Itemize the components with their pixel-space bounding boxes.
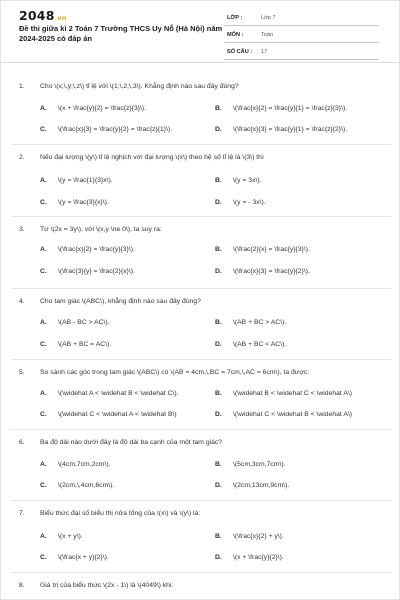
question-text: So sánh các góc trong tam giác \(ABC\) có \(AB = 4cm,\,BC = 7cm,\,AC = 6cm\), ta được: xyxy=(40,369,310,376)
question-text: Giá trị của biểu thức \(2x - 1\) là \(4049\) khi: xyxy=(40,582,174,589)
question-divider xyxy=(11,359,391,360)
question-number: 2. xyxy=(19,154,25,161)
logo-text: 2048 xyxy=(19,8,55,23)
option-text: \(\frac{2}{x} = \frac{y}{3}\). xyxy=(233,246,310,253)
option-letter: D. xyxy=(215,341,222,348)
option-letter: C. xyxy=(40,126,47,133)
option-letter: C. xyxy=(40,268,47,275)
option-text: \(AB + BC < AC\). xyxy=(233,341,287,348)
option-text: \(\widehat B < \widehat C < \widehat A\) xyxy=(233,390,353,397)
option-letter: B. xyxy=(215,105,222,112)
option-letter: D. xyxy=(215,268,222,275)
option-letter: D. xyxy=(215,126,222,133)
option-text: \(\frac{3}{y} = \frac{2}{x}\). xyxy=(58,268,135,275)
option-letter: A. xyxy=(40,533,47,540)
option-letter: C. xyxy=(40,199,47,206)
question-count-label: SỐ CÂU : xyxy=(227,49,253,55)
option-letter: D. xyxy=(215,554,222,561)
option-text: \(\frac{x}{2} = \frac{y}{1} = \frac{z}{3}\). xyxy=(233,105,348,112)
option-letter: A. xyxy=(40,246,47,253)
option-text: \(\frac{x + y}{2}\). xyxy=(58,554,109,561)
option-letter: C. xyxy=(40,554,47,561)
option-text: \(\frac{x}{3} = \frac{y}{1} = \frac{z}{2}\). xyxy=(233,126,348,133)
option-text: \(\widehat C < \widehat B < \widehat A\) xyxy=(233,411,353,418)
option-letter: C. xyxy=(40,341,47,348)
option-text: \(y = \frac{1}{3}x\). xyxy=(58,177,113,184)
question-text: Biểu thức đại số biểu thị nửa tổng của \(x\) và \(y\) là: xyxy=(40,510,201,517)
subject-label: MÔN : xyxy=(227,32,244,38)
option-text: \(y = \frac{3}{x}\). xyxy=(58,199,109,206)
option-letter: B. xyxy=(215,246,222,253)
option-letter: B. xyxy=(215,390,222,397)
question-list xyxy=(1,1,400,600)
option-letter: B. xyxy=(215,177,222,184)
option-letter: D. xyxy=(215,411,222,418)
exam-title: Đề thi giữa kì 2 Toán 7 Trường THCS Uy Nỗ (Hà Nội) năm 2024-2025 có đáp án xyxy=(19,24,223,43)
option-text: \(\frac{x}{3} = \frac{y}{2} = \frac{z}{1}\). xyxy=(58,126,173,133)
option-text: \(x + y\). xyxy=(58,533,83,540)
option-letter: C. xyxy=(40,482,47,489)
question-count-value: 17 xyxy=(261,49,268,55)
question-divider xyxy=(11,429,391,430)
option-letter: C. xyxy=(40,411,47,418)
option-text: \(y = 3x\). xyxy=(233,177,262,184)
question-number: 6. xyxy=(19,439,25,446)
question-text: Cho tam giác \(ABC\), khẳng định nào sau đây đúng? xyxy=(40,298,201,305)
option-letter: D. xyxy=(215,199,222,206)
option-text: \(\frac{x}{2} = \frac{y}{3}\). xyxy=(58,246,135,253)
class-value: Lớp 7 xyxy=(261,15,276,21)
question-divider xyxy=(11,572,391,573)
option-letter: A. xyxy=(40,105,47,112)
option-text: \(5cm,3cm,7cm\). xyxy=(233,461,286,468)
question-number: 1. xyxy=(19,83,25,90)
question-number: 3. xyxy=(19,226,25,233)
question-text: Nếu đại lượng \(y\) tỉ lệ nghịch với đại lượng \(x\) theo hệ số tỉ lệ là \(3\) thì xyxy=(40,154,264,161)
option-text: \(2cm,\,4cm,6cm\). xyxy=(58,482,115,489)
option-letter: A. xyxy=(40,461,47,468)
question-number: 8. xyxy=(19,582,25,589)
option-text: \(AB + BC > AC\). xyxy=(233,319,287,326)
option-text: \(\frac{x}{3} = \frac{y}{2}\). xyxy=(233,268,310,275)
option-letter: D. xyxy=(215,482,222,489)
option-text: \(AB + BC = AC\). xyxy=(58,341,112,348)
question-number: 4. xyxy=(19,298,25,305)
option-letter: B. xyxy=(215,319,222,326)
option-letter: B. xyxy=(215,533,222,540)
subject-value: Toán xyxy=(261,32,274,38)
option-text: \(x + \frac{y}{2} = \frac{z}{3}\). xyxy=(58,105,147,112)
class-label: LỚP : xyxy=(227,15,243,21)
question-divider xyxy=(11,216,391,217)
option-letter: A. xyxy=(40,177,47,184)
option-letter: B. xyxy=(215,461,222,468)
option-letter: A. xyxy=(40,319,47,326)
logo-suffix: .vn xyxy=(54,14,67,22)
option-text: \(2cm,13cm,9cm\). xyxy=(233,482,290,489)
option-text: \(x + \frac{y}{2}\). xyxy=(233,554,284,561)
option-letter: A. xyxy=(40,390,47,397)
option-text: \(\widehat A < \widehat B < \widehat C\). xyxy=(58,390,179,397)
question-number: 5. xyxy=(19,369,25,376)
option-text: \(4cm,7cm,2cm\). xyxy=(58,461,111,468)
question-divider xyxy=(11,144,391,145)
option-text: \(AB - BC > AC\). xyxy=(58,319,110,326)
question-divider xyxy=(11,288,391,289)
option-text: \(\widehat C < \widehat A < \widehat B\) xyxy=(58,411,177,418)
question-text: Từ \(2x = 3y\), với \(x,y \ne 0\), ta suy ra: xyxy=(40,226,162,233)
question-number: 7. xyxy=(19,510,25,517)
option-text: \(\frac{x}{2} + y\). xyxy=(233,533,284,540)
question-divider xyxy=(11,500,391,501)
question-text: Cho \(x;\,y;\,z\) tỉ lệ với \(1;\,2;\,3\). Khẳng định nào sau đây đúng? xyxy=(40,83,239,90)
question-text: Ba độ dài nào dưới đây là độ dài ba cạnh của một tam giác? xyxy=(40,439,223,446)
option-text: \(y = - 3x\). xyxy=(233,199,266,206)
